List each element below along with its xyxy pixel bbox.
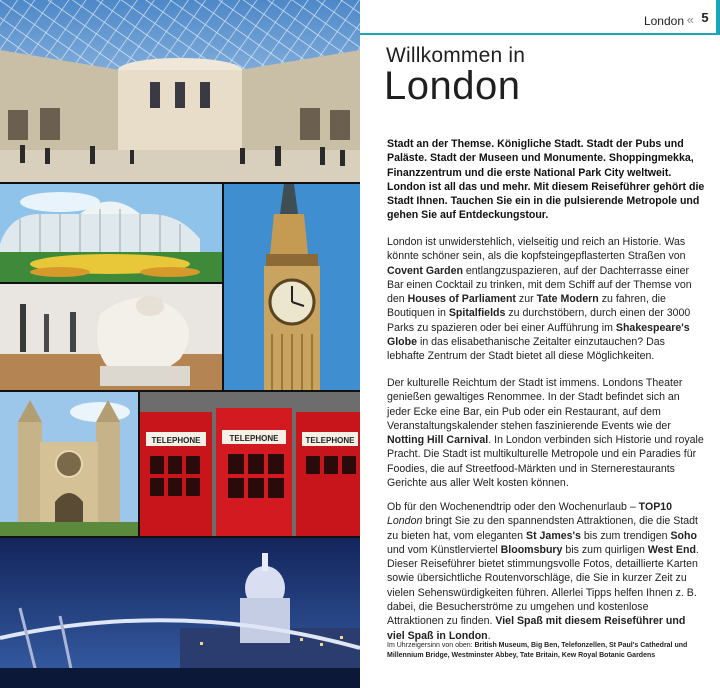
- telephone-boxes-photo: [140, 392, 360, 536]
- paragraph-1: London ist unwiderstehlich, vielseitig und reich an Historie. Was könnte schöner sein, als die kopfsteingepflasterten Straßen von Covent Garden entlangzuspazieren, auf der Dachterrasse einer Bar einen Cocktail zu trinken, mit dem Schiff auf der Themse von den Houses of Parliament zur Tate Modern zu fahren, die Boutiquen in Spitalfields zu durchstöbern, durch einen der 3000 Parks zu spazieren oder bei einer Aufführung im Shakespeare's Globe in das elisabethanische Zeitalter einzutauchen? Das lebhafte Zentrum der Stadt bietet all diese Möglichkeiten.: [387, 236, 692, 363]
- accent-tab: [716, 0, 720, 33]
- big-ben-photo: [224, 184, 360, 390]
- running-header: [360, 0, 720, 35]
- running-header-section: London: [643, 14, 684, 28]
- kew-gardens-photo: [0, 184, 222, 282]
- heading-pre: Willkommen in: [386, 44, 526, 67]
- paragraph-2: Der kulturelle Reichtum der Stadt ist immens. Londons Theater genießen gewaltiges Renommee. In der Stadt befindet sich an jeder Ecke eine Bar, ein Pub oder ein Restaurant, auf dem Veranstaltungskalender stehen faszinierende Events wie der Notting Hill Carnival. In London verbinden sich Historie und royale Pracht. Die Stadt ist multikulturelle Metropole und ein Paradies für Foodies, die auf Streetfood-Märkten und in Sternerestaurants Gerichte aus aller Welt kosten können.: [387, 377, 704, 490]
- running-header-separator: «: [686, 12, 694, 27]
- text-page: [360, 0, 720, 688]
- page-title: London: [384, 64, 521, 108]
- page-number: 5: [696, 10, 714, 26]
- british-museum-photo: [0, 0, 360, 182]
- tate-britain-photo: [0, 284, 222, 390]
- photo-caption: Im Uhrzeigersinn von oben: British Museum, Big Ben, Telefonzellen, St Paul's Cathedral und Millennium Bridge, Westminster Abbey, Tate Britain, Kew Royal Botanic Gardens: [387, 642, 688, 659]
- phone-sign-right: TELEPHONE: [305, 436, 355, 445]
- phone-sign-left: TELEPHONE: [151, 436, 201, 445]
- paragraph-3: Ob für den Wochenendtrip oder den Wochenurlaub – TOP10 London bringt Sie zu den spannendsten Attraktionen, die die Stadt zu bieten hat, vom eleganten St James's bis zum trendigen Soho und vom Künstlerviertel Bloomsbury bis zum quirligen West End. Dieser Reiseführer bietet stimmungsvolle Fotos, detaillierte Karten sowie übersichtliche Routenvorschläge, die Sie in kurzer Zeit zu vielen Sehenswürdigkeiten führen. Allerlei Tipps helfen Ihnen z. B. dabei, die Besucherströme zu umgehen und kostenlose Attraktionen zu finden. Viel Spaß mit diesem Reiseführer und viel Spaß in London.: [387, 501, 699, 642]
- intro-paragraph: Stadt an der Themse. Königliche Stadt. Stadt der Pubs und Paläste. Stadt der Museen und Monumente. Shoppingmekka, Finanzzentrum und die erste National Park City weltweit. London ist all das und mehr. Mit diesem Reiseführer gehört die Stadt Ihnen. Tauchen Sie ein in die pulsierende Metropole und gehen Sie auf Entdeckungstour.: [387, 138, 705, 222]
- phone-sign-middle: TELEPHONE: [229, 434, 279, 443]
- westminster-abbey-photo: [0, 392, 138, 536]
- st-pauls-millennium-bridge-photo: [0, 538, 360, 688]
